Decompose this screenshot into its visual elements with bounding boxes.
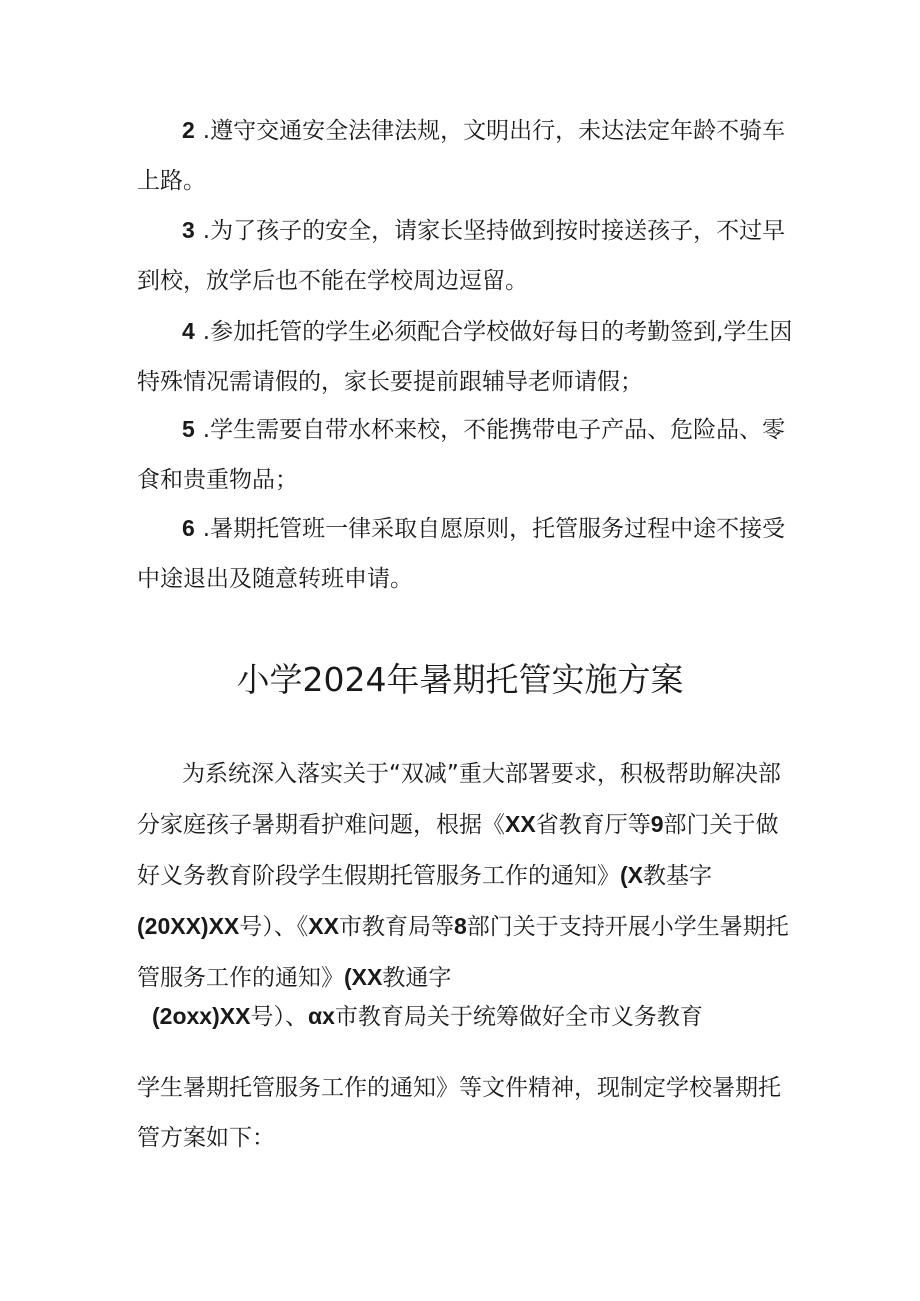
item-number: 5 xyxy=(182,416,195,442)
item-number: 2 xyxy=(182,117,195,143)
item-text: 遵守交通安全法律法规，文明出行，未达法定年龄不骑车上路。 xyxy=(137,118,786,194)
intro-bold: XX xyxy=(505,811,536,837)
intro-text: 教基字 xyxy=(643,863,712,889)
intro-bold: 9 xyxy=(650,811,664,837)
intro-text: 市教育局关于统筹做好全市义务教育 xyxy=(334,1004,703,1030)
item-separator: . xyxy=(202,516,211,542)
item-number: 6 xyxy=(182,515,195,541)
intro-bold: (2oxx)XX xyxy=(152,1003,251,1029)
item-text: 为了孩子的安全，请家长坚持做到按时接送孩子，不过早到校，放学后也不能在学校周边逗留。 xyxy=(137,218,786,294)
page-title: 小学2024年暑期托管实施方案 xyxy=(236,660,684,699)
intro-text: 部门关于做好义务教育阶段学生假期托管服务工作的通知》 xyxy=(137,812,779,889)
item-separator: . xyxy=(202,118,211,144)
intro-bold: 8 xyxy=(453,913,467,939)
intro-text: 部门关于支持开展小学生暑期托管服务工作的通知》 xyxy=(137,914,789,991)
item-text: 暑期托管班一律采取自愿原则，托管服务过程中途不接受中途退出及随意转班申请。 xyxy=(137,516,786,592)
item-text: 学生需要自带水杯来校，不能携带电子产品、危险品、零食和贵重物品； xyxy=(137,417,786,493)
list-item xyxy=(137,306,797,407)
item-separator: . xyxy=(202,417,211,443)
intro-text: 市教育局等 xyxy=(338,914,454,940)
list-item xyxy=(137,503,797,604)
intro-bold: XX xyxy=(308,913,339,939)
intro-bold: (X xyxy=(620,862,643,888)
intro-text: 省教育厅等 xyxy=(535,812,651,838)
item-separator: . xyxy=(202,218,211,244)
intro-bold: (XX xyxy=(344,964,383,990)
intro-line xyxy=(152,991,812,1042)
intro-paragraph-end: 学生暑期托管服务工作的通知》等文件精神，现制定学校暑期托管方案如下： xyxy=(137,1075,781,1151)
intro-text: 为系统深入落实关于“双减”重大部署要求，积极帮助解决部分家庭孩子暑期看护难问题，根据《 xyxy=(137,761,781,838)
intro-bold: αx xyxy=(307,1003,335,1029)
intro-text: 号）、《 xyxy=(239,914,309,940)
intro-text: 号）、 xyxy=(250,1004,308,1030)
intro-paragraph xyxy=(137,749,797,1003)
item-number: 3 xyxy=(182,217,195,243)
item-text: 参加托管的学生必须配合学校做好每日的考勤签到,学生因特殊情况需请假的，家长要提前跟辅导老师请假； xyxy=(137,319,793,395)
item-separator: . xyxy=(202,319,211,345)
intro-bold: (20XX)XX xyxy=(137,913,240,939)
intro-text: 教通字 xyxy=(382,965,452,991)
list-item xyxy=(137,105,797,206)
item-number: 4 xyxy=(182,318,195,344)
list-item xyxy=(137,205,797,306)
list-item xyxy=(137,404,797,505)
